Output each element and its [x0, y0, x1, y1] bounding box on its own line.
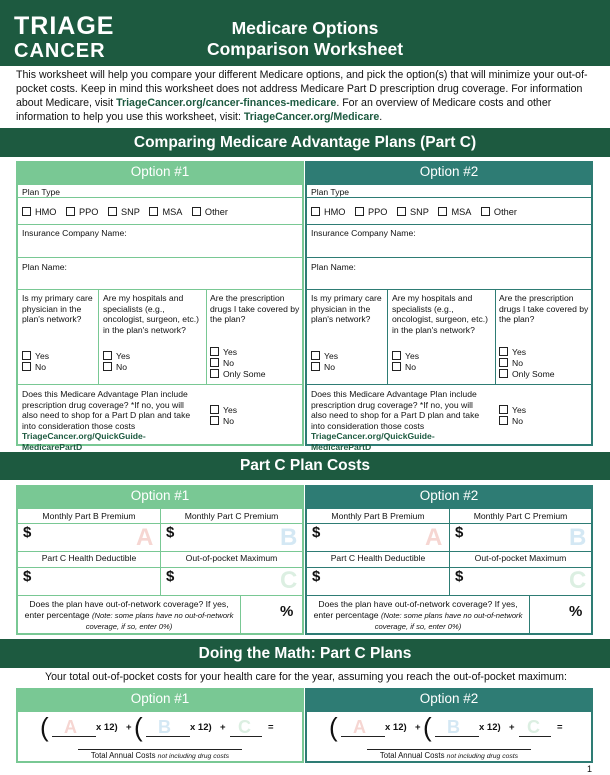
drug-coverage-question: Does this Medicare Advantage Plan include prescription drug coverage? *If no, you will also need to shop for a Part D plan and take into consideration those costs TriageCancer.org/QuickGuide-MedicarePartD — [311, 389, 480, 452]
label-no: No — [223, 358, 234, 368]
intro-text1: This worksheet will help you compare your different Medicare options, and pick the option(s) that will minimize your out-of-pocket costs. Keep in mind this worksheet does not address Medicare Part D prescription drug coverage. For information about Medicare, visit — [16, 69, 588, 109]
logo-line1: TRIAGE — [14, 12, 115, 40]
label-hmo: HMO — [35, 207, 57, 217]
ghost-letter-a: A — [64, 717, 77, 737]
q-primary-care: Is my primary care physician in the plan's network? — [22, 293, 93, 324]
checkbox-rx-only-some[interactable] — [210, 369, 219, 378]
section-costs-title: Part C Plan Costs — [0, 452, 610, 480]
label-msa: MSA — [451, 207, 472, 217]
percent-sign: % — [569, 603, 583, 620]
ghost-letter-c: C — [569, 567, 587, 594]
label-part-b-premium: Monthly Part B Premium — [331, 511, 425, 521]
total-annual-costs-label: Total Annual Costs not including drug costs — [379, 751, 519, 760]
plan-type-options — [311, 207, 524, 218]
label-hmo: HMO — [324, 207, 346, 217]
checkbox-rx-yes[interactable] — [499, 347, 508, 356]
dollar-sign: $ — [455, 524, 464, 541]
plan-name-label: Plan Name: — [22, 262, 67, 272]
plan-type-options — [22, 207, 235, 218]
label-no: No — [512, 416, 523, 426]
checkbox-pcp-no[interactable] — [22, 362, 31, 371]
label-no: No — [116, 362, 127, 372]
checkbox-ppo[interactable] — [66, 207, 75, 216]
label-yes: Yes — [35, 351, 50, 361]
link-triage-medicare[interactable]: TriageCancer.org/Medicare — [243, 111, 380, 123]
checkbox-other[interactable] — [481, 207, 490, 216]
insurance-company-label: Insurance Company Name: — [311, 228, 416, 238]
advantage-option2-panel — [305, 183, 593, 452]
checkbox-pcp-yes[interactable] — [311, 351, 320, 360]
intro-paragraph — [16, 68, 596, 124]
plus-sign: + — [126, 722, 132, 733]
label-part-c-premium: Monthly Part C Premium — [184, 511, 279, 521]
label-part-b-premium: Monthly Part B Premium — [42, 511, 136, 521]
times-12: x 12) — [96, 722, 118, 733]
oon-coverage-question: Does the plan have out-of-network coverage? If yes, enter percentage (Note: some plans have no out-of-network coverage, if so, enter 0%) — [24, 599, 234, 631]
dollar-sign: $ — [312, 568, 321, 585]
advantage-option1-header: Option #1 — [16, 161, 304, 183]
costs-option1-panel — [16, 507, 304, 635]
label-snp: SNP — [409, 207, 429, 217]
label-no: No — [324, 362, 335, 372]
costs-option2-header: Option #2 — [305, 485, 593, 507]
times-12: x 12) — [385, 722, 407, 733]
label-yes: Yes — [512, 347, 527, 357]
label-no: No — [35, 362, 46, 372]
label-only-some: Only Some — [223, 369, 266, 379]
section-advantage-title: Comparing Medicare Advantage Plans (Part C) — [0, 128, 610, 157]
plan-type-label: Plan Type — [22, 187, 61, 197]
label-yes: Yes — [223, 405, 238, 415]
checkbox-msa[interactable] — [149, 207, 158, 216]
page-header — [0, 0, 610, 66]
title-line1: Medicare Options — [231, 18, 379, 38]
label-ppo: PPO — [368, 207, 388, 217]
checkbox-ppo[interactable] — [355, 207, 364, 216]
q-hospitals-specialists: Are my hospitals and specialists (e.g., oncologist, surgeon, etc.) in the plan's network? — [103, 293, 200, 335]
checkbox-hosp-no[interactable] — [392, 362, 401, 371]
checkbox-rx-yes[interactable] — [210, 347, 219, 356]
costs-option1-header: Option #1 — [16, 485, 304, 507]
percent-sign: % — [280, 603, 294, 620]
equals-sign: = — [557, 722, 563, 733]
label-health-deductible: Part C Health Deductible — [41, 553, 137, 563]
label-yes: Yes — [223, 347, 238, 357]
checkbox-snp[interactable] — [397, 207, 406, 216]
ghost-letter-a: A — [353, 717, 366, 737]
ghost-letter-c: C — [280, 567, 298, 594]
checkbox-drug-no[interactable] — [499, 416, 508, 425]
ghost-letter-c: C — [238, 717, 251, 737]
label-only-some: Only Some — [512, 369, 555, 379]
checkbox-hmo[interactable] — [311, 207, 320, 216]
label-other: Other — [493, 207, 517, 217]
dollar-sign: $ — [166, 524, 175, 541]
plan-type-label: Plan Type — [311, 187, 350, 197]
intro-text2: . For an overview of Medicare costs and other information to help you use this worksheet, visit: — [16, 97, 552, 123]
q-hospitals-specialists: Are my hospitals and specialists (e.g., oncologist, surgeon, etc.) in the plan's network? — [392, 293, 489, 335]
label-msa: MSA — [162, 207, 183, 217]
plus-sign: + — [220, 722, 226, 733]
math-intro: Your total out-of-pocket costs for your health care for the year, assuming you reach the out-of-pocket maximum: — [45, 671, 567, 683]
math-option2-panel: ( A x 12) + ( B x 12) + C = Total Annual Costs not including drug costs — [305, 710, 593, 763]
checkbox-hosp-yes[interactable] — [392, 351, 401, 360]
label-yes: Yes — [512, 405, 527, 415]
times-12: x 12) — [479, 722, 501, 733]
label-no: No — [405, 362, 416, 372]
label-health-deductible: Part C Health Deductible — [330, 553, 426, 563]
checkbox-drug-yes[interactable] — [210, 405, 219, 414]
math-option1-header: Option #1 — [16, 688, 304, 710]
checkbox-hosp-no[interactable] — [103, 362, 112, 371]
label-other: Other — [204, 207, 228, 217]
q-prescription-drugs: Are the prescription drugs I take covered by the plan? — [499, 293, 589, 324]
ghost-letter-a: A — [136, 524, 154, 551]
title-line2: Comparison Worksheet — [206, 39, 404, 59]
ghost-letter-b: B — [158, 717, 171, 737]
ghost-letter-b: B — [569, 524, 587, 551]
ghost-letter-a: A — [425, 524, 443, 551]
label-oop-maximum: Out-of-pocket Maximum — [474, 553, 567, 563]
checkbox-drug-yes[interactable] — [499, 405, 508, 414]
ghost-letter-b: B — [280, 524, 298, 551]
dollar-sign: $ — [23, 568, 32, 585]
checkbox-pcp-yes[interactable] — [22, 351, 31, 360]
ghost-letter-b: B — [447, 717, 460, 737]
advantage-option1-panel — [16, 183, 304, 452]
checkbox-rx-no[interactable] — [499, 358, 508, 367]
checkbox-hmo[interactable] — [22, 207, 31, 216]
label-part-c-premium: Monthly Part C Premium — [473, 511, 568, 521]
label-no: No — [512, 358, 523, 368]
q-primary-care: Is my primary care physician in the plan's network? — [311, 293, 382, 324]
total-annual-costs-label: Total Annual Costs not including drug costs — [90, 751, 230, 760]
label-ppo: PPO — [79, 207, 99, 217]
checkbox-hosp-yes[interactable] — [103, 351, 112, 360]
drug-coverage-question: Does this Medicare Advantage Plan include prescription drug coverage? *If no, you will also need to shop for a Part D plan and take into consideration those costs TriageCancer.org/QuickGuide-MedicarePartD — [22, 389, 191, 452]
equals-sign: = — [268, 722, 274, 733]
link-partd-guide[interactable]: TriageCancer.org/QuickGuide-MedicarePartD — [311, 431, 435, 452]
checkbox-rx-no[interactable] — [210, 358, 219, 367]
checkbox-pcp-no[interactable] — [311, 362, 320, 371]
insurance-company-label: Insurance Company Name: — [22, 228, 127, 238]
label-snp: SNP — [120, 207, 140, 217]
label-yes: Yes — [324, 351, 339, 361]
ghost-letter-c: C — [527, 717, 540, 737]
page-number: 1 — [586, 764, 592, 774]
link-partd-guide[interactable]: TriageCancer.org/QuickGuide-MedicarePartD — [22, 431, 146, 452]
checkbox-other[interactable] — [192, 207, 201, 216]
checkbox-rx-only-some[interactable] — [499, 369, 508, 378]
checkbox-snp[interactable] — [108, 207, 117, 216]
label-yes: Yes — [405, 351, 420, 361]
q-prescription-drugs: Are the prescription drugs I take covered by the plan? — [210, 293, 300, 324]
checkbox-msa[interactable] — [438, 207, 447, 216]
times-12: x 12) — [190, 722, 212, 733]
math-option1-panel: ( A x 12) + ( B x 12) + C = Total Annual Costs not including drug costs — [16, 710, 304, 763]
page-title — [180, 18, 430, 60]
dollar-sign: $ — [312, 524, 321, 541]
dollar-sign: $ — [23, 524, 32, 541]
label-yes: Yes — [116, 351, 131, 361]
plan-name-label: Plan Name: — [311, 262, 356, 272]
math-option2-header: Option #2 — [305, 688, 593, 710]
costs-option2-panel — [305, 507, 593, 635]
link-cancer-finances-medicare[interactable]: TriageCancer.org/cancer-finances-medicare — [116, 97, 337, 109]
checkbox-drug-no[interactable] — [210, 416, 219, 425]
dollar-sign: $ — [455, 568, 464, 585]
triage-cancer-logo — [14, 14, 114, 61]
intro-text3: . — [379, 111, 383, 123]
logo-line2: CANCER — [14, 40, 106, 62]
advantage-option2-header: Option #2 — [305, 161, 593, 183]
plus-sign: + — [415, 722, 421, 733]
oon-coverage-question: Does the plan have out-of-network coverage? If yes, enter percentage (Note: some plans have no out-of-network coverage, if so, enter 0%) — [313, 599, 523, 631]
dollar-sign: $ — [166, 568, 175, 585]
section-math-title: Doing the Math: Part C Plans — [0, 639, 610, 668]
label-oop-maximum: Out-of-pocket Maximum — [185, 553, 278, 563]
plus-sign: + — [509, 722, 515, 733]
label-no: No — [223, 416, 234, 426]
